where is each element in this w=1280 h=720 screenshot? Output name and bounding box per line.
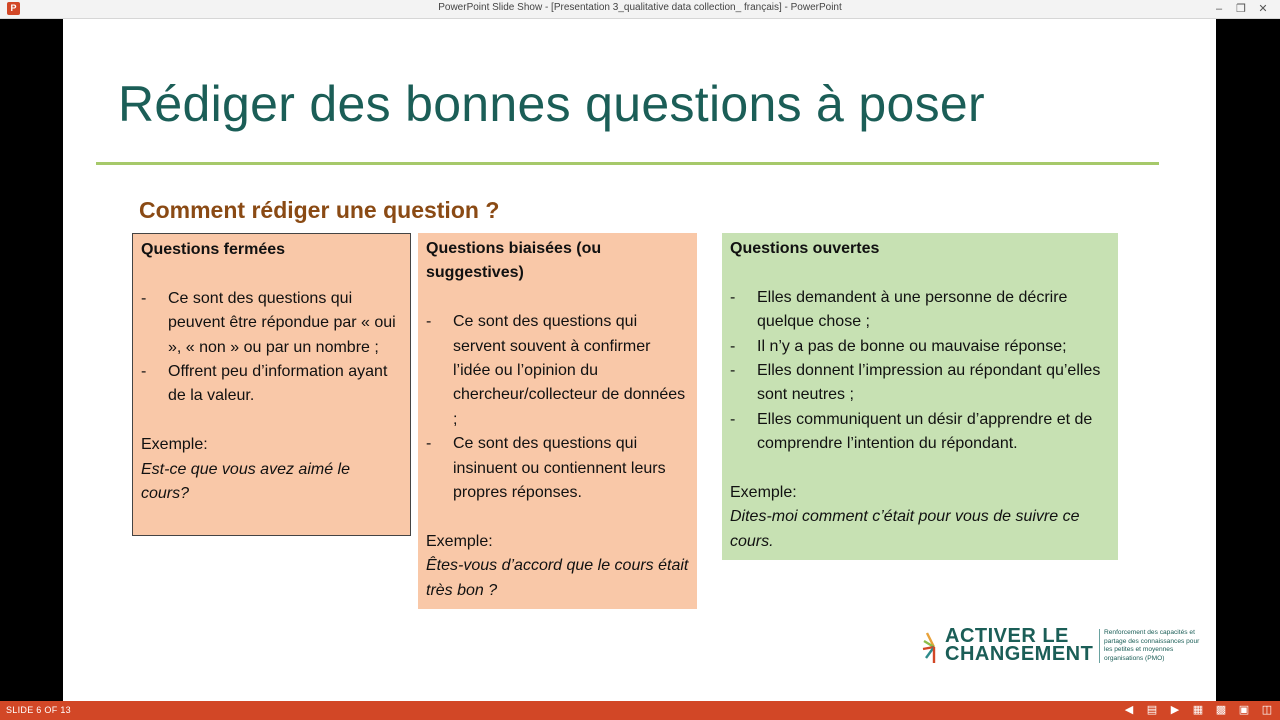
example-label: Exemple: [426, 532, 493, 550]
window-title: PowerPoint Slide Show - [Presentation 3_qualitative data collection_ français] - PowerPoint [438, 2, 842, 13]
bullet-list [141, 287, 402, 409]
slide-sorter-icon[interactable]: ▩ [1215, 704, 1227, 716]
box-heading: Questions ouvertes [730, 240, 880, 257]
list-item: - Ce sont des questions qui servent souvent à confirmer l’idée ou l’opinion du chercheur/collecteur de données ; [426, 310, 689, 432]
example-label: Exemple: [730, 484, 797, 502]
logo-line-1: ACTIVER LE [945, 625, 1069, 647]
example-label: Exemple: [141, 436, 208, 454]
list-item: - Elles demandent à une personne de décrire quelque chose ; [730, 286, 1110, 335]
list-item: - Ce sont des questions qui peuvent être répondue par « oui », « non » ou par un nombre ; [141, 287, 402, 360]
example-text: Dites-moi comment c’était pour vous de suivre ce cours. [730, 508, 1080, 550]
previous-icon[interactable]: ◀ [1124, 704, 1134, 716]
reading-view-icon[interactable]: ▣ [1238, 704, 1250, 716]
slide-subtitle: Comment rédiger une question ? [139, 197, 500, 223]
minimize-icon[interactable]: – [1215, 3, 1223, 15]
next-icon[interactable]: ▶ [1170, 704, 1180, 716]
closed-questions-box [132, 233, 411, 536]
normal-view-icon[interactable]: ▦ [1192, 704, 1204, 716]
bullet-list [426, 310, 689, 505]
sunburst-icon [922, 629, 942, 665]
window-controls [1208, 1, 1274, 17]
logo-line-2: CHANGEMENT [945, 643, 1094, 665]
logo-divider [1099, 629, 1100, 663]
status-controls [1122, 703, 1274, 717]
title-divider [96, 162, 1159, 165]
box-heading: Questions biaisées (ou suggestives) [426, 240, 602, 282]
list-item: - Elles donnent l’impression au répondant qu’elles sont neutres ; [730, 359, 1110, 408]
close-icon[interactable]: ✕ [1258, 3, 1268, 15]
restore-icon[interactable]: ❐ [1236, 3, 1246, 15]
logo-wordmark [945, 627, 1093, 663]
example-text: Êtes-vous d’accord que le cours était très bon ? [426, 557, 689, 599]
slide-overview-icon[interactable]: ▤ [1146, 704, 1158, 716]
box-heading: Questions fermées [141, 241, 286, 258]
list-item: - Il n’y a pas de bonne ou mauvaise réponse; [730, 335, 1110, 359]
example-text: Est-ce que vous avez aimé le cours? [141, 460, 350, 503]
list-item: - Elles communiquent un désir d’apprendre et de comprendre l’intention du répondant. [730, 408, 1110, 457]
slide-title: Rédiger des bonnes questions à poser [118, 76, 985, 132]
slideshow-statusbar [0, 701, 1280, 720]
powerpoint-app-icon: P [7, 2, 20, 15]
window-titlebar [0, 0, 1280, 19]
open-questions-box [722, 233, 1118, 560]
slideshow-icon[interactable]: ◫ [1261, 704, 1273, 716]
biased-questions-box [418, 233, 697, 609]
bullet-list [730, 286, 1110, 457]
list-item: - Offrent peu d’information ayant de la valeur. [141, 360, 402, 409]
logo-tagline: Renforcement des capacités et partage des connaissances pour les petites et moyennes organisations (PMO) [1104, 629, 1200, 662]
list-item: - Ce sont des questions qui insinuent ou contiennent leurs propres réponses. [426, 432, 689, 505]
slide-canvas[interactable] [63, 19, 1216, 701]
activer-le-changement-logo [922, 627, 1202, 667]
slide-counter: SLIDE 6 OF 13 [6, 705, 71, 715]
